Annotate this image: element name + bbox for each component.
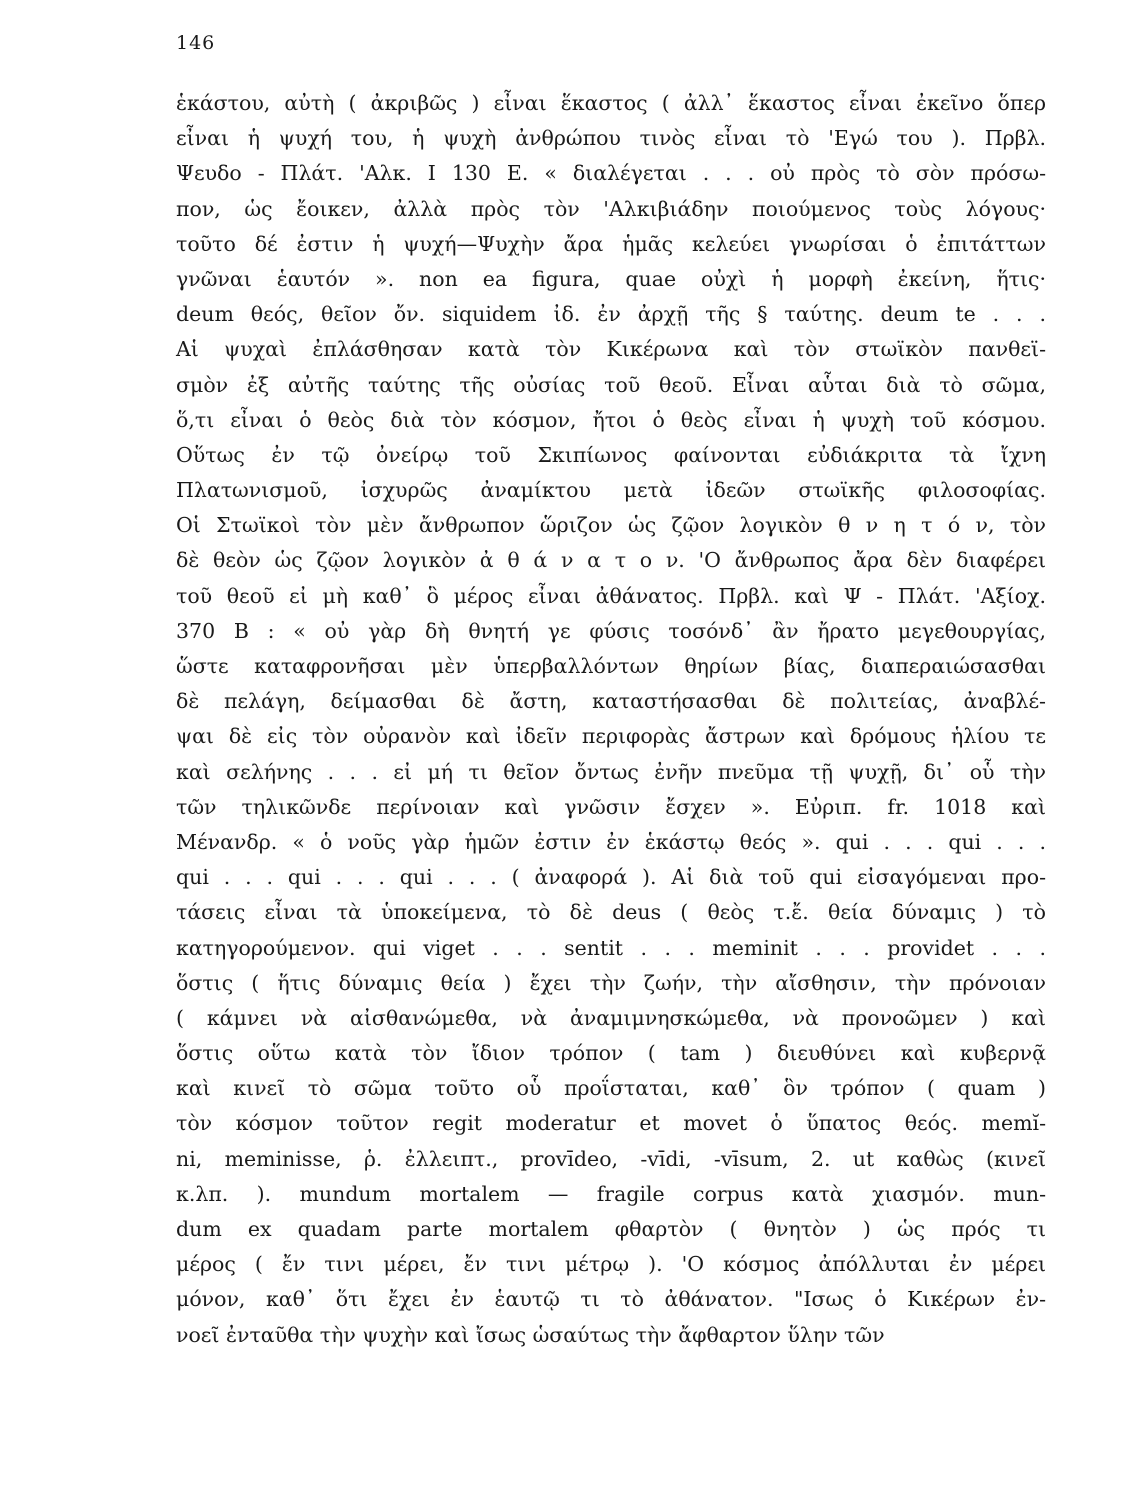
text-line: καὶ κινεῖ τὸ σῶμα τοῦτο οὗ προΐσταται, καθ᾿ ὃν τρόπον ( quam ) [176, 1076, 1046, 1101]
text-line: δὲ θεὸν ὡς ζῷον λογικὸν ἀ θ ά ν α τ ο ν. 'Ο ἄνθρωπος ἄρα δὲν διαφέρει [176, 548, 1046, 573]
text-line: σμὸν ἐξ αὐτῆς ταύτης τῆς οὐσίας τοῦ θεοῦ. Εἶναι αὗται διὰ τὸ σῶμα, [176, 372, 1046, 397]
text-line: τάσεις εἶναι τὰ ὑποκείμενα, τὸ δὲ deus ( θεὸς τ.ἔ. θεία δύναμις ) τὸ [176, 900, 1046, 925]
text-line: τοῦ θεοῦ εἰ μὴ καθ᾿ ὃ μέρος εἶναι ἀθάνατος. Πρβλ. καὶ Ψ - Πλάτ. 'Αξίοχ. [176, 583, 1046, 608]
text-line: μόνον, καθ᾿ ὅτι ἔχει ἐν ἑαυτῷ τι τὸ ἀθάνατον. "Ισως ὁ Κικέρων ἐν- [176, 1287, 1046, 1312]
text-line: τῶν τηλικῶνδε περίνοιαν καὶ γνῶσιν ἔσχεν ». Εὐριπ. fr. 1018 καὶ [176, 794, 1046, 819]
text-line: ni, meminisse, ῥ. ἐλλειπτ., provīdeo, -vīdi, -vīsum, 2. ut καθὼς (κινεῖ [176, 1146, 1046, 1171]
text-line: Ψευδο - Πλάτ. 'Αλκ. Ι 130 Ε. « διαλέγεται . . . οὐ πρὸς τὸ σὸν πρόσω- [176, 161, 1046, 186]
text-line: qui . . . qui . . . qui . . . ( ἀναφορά ). Αἱ διὰ τοῦ qui εἰσαγόμεναι προ- [176, 865, 1046, 890]
text-line: πον, ὡς ἔοικεν, ἀλλὰ πρὸς τὸν 'Αλκιβιάδην ποιούμενος τοὺς λόγους· [176, 196, 1046, 221]
text-line: τοῦτο δέ ἐστιν ἡ ψυχή—Ψυχὴν ἄρα ἡμᾶς κελεύει γνωρίσαι ὁ ἐπιτάττων [176, 231, 1046, 256]
text-line: ὅστις οὕτω κατὰ τὸν ἴδιον τρόπον ( tam ) διευθύνει καὶ κυβερνᾷ [176, 1041, 1046, 1066]
text-line: ὥστε καταφρονῆσαι μὲν ὑπερβαλλόντων θηρίων βίας, διαπεραιώσασθαι [176, 654, 1046, 678]
text-line: δὲ πελάγη, δείμασθαι δὲ ἄστη, καταστήσασθαι δὲ πολιτείας, ἀναβλέ- [176, 689, 1046, 714]
text-line: Μένανδρ. « ὁ νοῦς γὰρ ἡμῶν ἐστιν ἐν ἑκάστῳ θεός ». qui . . . qui . . . [176, 829, 1046, 854]
text-line: μέρος ( ἔν τινι μέρει, ἔν τινι μέτρῳ ). 'Ο κόσμος ἀπόλλυται ἐν μέρει [176, 1252, 1046, 1277]
text-line: καὶ σελήνης . . . εἰ μή τι θεῖον ὄντως ἐνῆν πνεῦμα τῇ ψυχῇ, δι᾿ οὗ τὴν [176, 759, 1046, 784]
body-text [176, 86, 1046, 1353]
text-line: εἶναι ἡ ψυχή του, ἡ ψυχὴ ἀνθρώπου τινὸς εἶναι τὸ 'Εγώ του ). Πρβλ. [176, 126, 1046, 151]
text-line: γνῶναι ἑαυτόν ». non ea figura, quae οὐχὶ ἡ μορφὴ ἐκείνη, ἥτις· [176, 266, 1046, 291]
text-line: κ.λπ. ). mundum mortalem — fragile corpus κατὰ χιασμόν. mun- [176, 1181, 1046, 1206]
text-line: deum θεός, θεῖον ὄν. siquidem ἰδ. ἐν ἀρχῇ τῆς § ταύτης. deum te . . . [176, 302, 1046, 327]
text-line: ( κάμνει νὰ αἰσθανώμεθα, νὰ ἀναμιμνησκώμεθα, νὰ προνοῶμεν ) καὶ [176, 1005, 1046, 1030]
page-number: 146 [176, 32, 216, 54]
text-line: dum ex quadam parte mortalem φθαρτὸν ( θνητὸν ) ὡς πρός τι [176, 1217, 1046, 1241]
text-line: ὅ,τι εἶναι ὁ θεὸς διὰ τὸν κόσμον, ἤτοι ὁ θεὸς εἶναι ἡ ψυχὴ τοῦ κόσμου. [176, 407, 1046, 432]
text-line: νοεῖ ἐνταῦθα τὴν ψυχὴν καὶ ἴσως ὡσαύτως τὴν ἄφθαρτον ὕλην τῶν [176, 1322, 885, 1347]
text-line: Οὕτως ἐν τῷ ὀνείρῳ τοῦ Σκιπίωνος φαίνονται εὐδιάκριτα τὰ ἴχνη [176, 442, 1046, 467]
text-line: τὸν κόσμον τοῦτον regit moderatur et movet ὁ ὕπατος θεός. memĭ- [176, 1111, 1046, 1136]
text-line: ἑκάστου, αὐτὴ ( ἀκριβῶς ) εἶναι ἕκαστος ( ἀλλ᾿ ἕκαστος εἶναι ἐκεῖνο ὅπερ [176, 91, 1046, 115]
text-line: ψαι δὲ εἰς τὸν οὐρανὸν καὶ ἰδεῖν περιφορὰς ἄστρων καὶ δρόμους ἡλίου τε [176, 724, 1046, 749]
text-line: 370 Β : « οὐ γὰρ δὴ θνητή γε φύσις τοσόνδ᾿ ἂν ἤρατο μεγεθουργίας, [176, 618, 1046, 643]
text-line: Αἱ ψυχαὶ ἐπλάσθησαν κατὰ τὸν Κικέρωνα καὶ τὸν στωϊκὸν πανθεϊ- [176, 337, 1046, 362]
text-line: κατηγορούμενον. qui viget . . . sentit . . . meminit . . . providet . . . [176, 935, 1046, 960]
text-line: ὅστις ( ἥτις δύναμις θεία ) ἔχει τὴν ζωήν, τὴν αἴσθησιν, τὴν πρόνοιαν [176, 970, 1046, 995]
text-line: Πλατωνισμοῦ, ἰσχυρῶς ἀναμίκτου μετὰ ἰδεῶν στωϊκῆς φιλοσοφίας. [176, 478, 1046, 503]
text-line: Οἱ Στωϊκοὶ τὸν μὲν ἄνθρωπον ὥριζον ὡς ζῷον λογικὸν θ ν η τ ό ν, τὸν [176, 513, 1046, 538]
